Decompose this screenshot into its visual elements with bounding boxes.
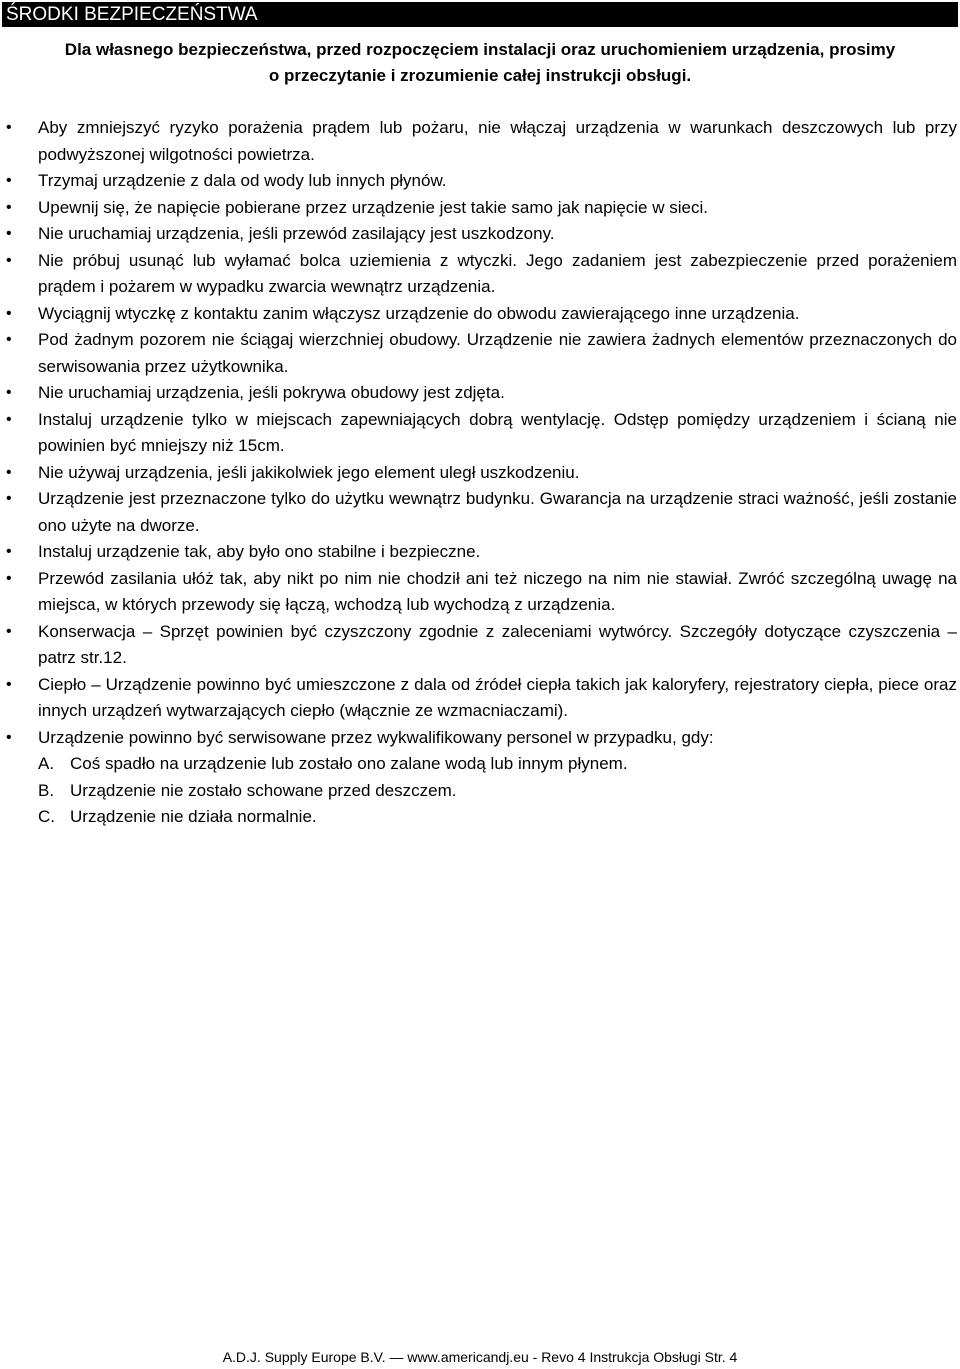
list-item	[0, 486, 960, 539]
sub-item	[0, 804, 960, 831]
section-title-bar	[2, 2, 958, 27]
bullet-icon: •	[6, 543, 12, 560]
list-item-text: Instaluj urządzenie tylko w miejscach zapewniających dobrą wentylację. Odstęp pomiędzy urządzeniem i ścianą nie powinien być mniejszy niż 15cm.	[38, 409, 957, 455]
safety-list	[0, 115, 960, 831]
bullet-icon: •	[6, 569, 12, 587]
list-item	[0, 619, 960, 672]
list-item-text: Konserwacja – Sprzęt powinien być czyszczony zgodnie z zaleceniami wytwórcy. Szczegóły dotyczące czyszczenia – patrz str.12.	[38, 621, 957, 667]
list-item	[0, 248, 960, 301]
bullet-icon: •	[6, 225, 12, 242]
list-item-text: Wyciągnij wtyczkę z kontaktu zanim włączysz urządzenie do obwodu zawierającego inne urządzenia.	[38, 303, 800, 323]
list-item-text: Nie uruchamiaj urządzenia, jeśli przewód zasilający jest uszkodzony.	[38, 224, 555, 243]
list-item	[0, 115, 960, 168]
list-item	[0, 301, 960, 328]
list-item	[0, 725, 960, 752]
bullet-icon: •	[6, 198, 12, 216]
list-item	[0, 407, 960, 460]
list-item-text: Nie próbuj usunąć lub wyłamać bolca uziemienia z wtyczki. Jego zadaniem jest zabezpieczenie przed porażeniem prądem i pożarem w wypadku zwarcia wewnątrz urządzenia.	[38, 250, 957, 296]
sub-item	[0, 778, 960, 805]
sub-item-text: Urządzenie nie zostało schowane przed deszczem.	[70, 780, 457, 800]
sub-item-letter: B.	[38, 780, 55, 800]
list-item	[0, 221, 960, 248]
sub-item-letter: A.	[38, 754, 55, 773]
bullet-icon: •	[6, 728, 12, 746]
intro-notice	[4, 37, 956, 89]
list-item-text: Trzymaj urządzenie z dala od wody lub innych płynów.	[38, 171, 447, 190]
list-item	[0, 380, 960, 407]
sub-item-letter: C.	[38, 807, 55, 826]
bullet-icon: •	[6, 490, 12, 507]
list-item-text: Przewód zasilania ułóż tak, aby nikt po nim nie chodził ani też niczego na nim nie stawiał. Zwróć szczególną uwagę na miejsca, w których przewody się łączą, wchodzą lub wychodzą z urządzenia.	[38, 568, 957, 614]
sub-item-text: Urządzenie nie działa normalnie.	[70, 807, 317, 826]
list-item-text: Urządzenie jest przeznaczone tylko do użytku wewnątrz budynku. Gwarancja na urządzenie straci ważność, jeśli zostanie ono użyte na dworze.	[38, 489, 957, 535]
list-item	[0, 566, 960, 619]
sub-item-text: Coś spadło na urządzenie lub zostało ono zalane wodą lub innym płynem.	[70, 754, 628, 773]
list-item-text: Urządzenie powinno być serwisowane przez wykwalifikowany personel w przypadku, gdy:	[38, 727, 714, 747]
bullet-icon: •	[6, 119, 12, 136]
list-item-text: Nie uruchamiaj urządzenia, jeśli pokrywa obudowy jest zdjęta.	[38, 383, 505, 402]
list-item-text: Aby zmniejszyć ryzyko porażenia prądem lub pożaru, nie włączaj urządzenia w warunkach deszczowych lub przy podwyższonej wilgotności powietrza.	[38, 118, 957, 164]
bullet-icon: •	[6, 410, 12, 428]
list-item-text: Pod żadnym pozorem nie ściągaj wierzchniej obudowy. Urządzenie nie zawiera żadnych elementów przeznaczonych do serwisowania przez użytkownika.	[38, 330, 957, 376]
bullet-icon: •	[6, 331, 12, 348]
list-item	[0, 672, 960, 725]
list-item	[0, 539, 960, 566]
list-item	[0, 195, 960, 222]
list-item	[0, 168, 960, 195]
list-item-text: Ciepło – Urządzenie powinno być umieszczone z dala od źródeł ciepła takich jak kaloryfery, rejestratory ciepła, piece oraz innych urządzeń wytwarzających ciepło (włącznie ze wzmacniaczami).	[38, 674, 957, 720]
bullet-icon: •	[6, 622, 12, 640]
intro-line-2: o przeczytanie i zrozumienie całej instrukcji obsługi.	[268, 66, 692, 85]
bullet-icon: •	[6, 251, 12, 269]
intro-line-1: Dla własnego bezpieczeństwa, przed rozpoczęciem instalacji oraz uruchomieniem urządzenia, prosimy	[64, 40, 896, 59]
bullet-icon: •	[6, 172, 12, 189]
list-item-text: Nie używaj urządzenia, jeśli jakikolwiek jego element uległ uszkodzeniu.	[38, 462, 580, 482]
sub-item	[0, 751, 960, 778]
bullet-icon: •	[6, 304, 12, 322]
list-item	[0, 460, 960, 487]
bullet-icon: •	[6, 384, 12, 401]
list-item	[0, 327, 960, 380]
page-footer	[0, 1348, 960, 1366]
section-title: ŚRODKI BEZPIECZEŃSTWA	[6, 4, 258, 25]
bullet-icon: •	[6, 675, 12, 693]
list-item-text: Upewnij się, że napięcie pobierane przez urządzenie jest takie samo jak napięcie w sieci.	[38, 197, 708, 217]
list-item-text: Instaluj urządzenie tak, aby było ono stabilne i bezpieczne.	[38, 542, 481, 561]
footer-text: A.D.J. Supply Europe B.V. — www.americandj.eu - Revo 4 Instrukcja Obsługi Str. 4	[222, 1349, 738, 1365]
bullet-icon: •	[6, 463, 12, 481]
